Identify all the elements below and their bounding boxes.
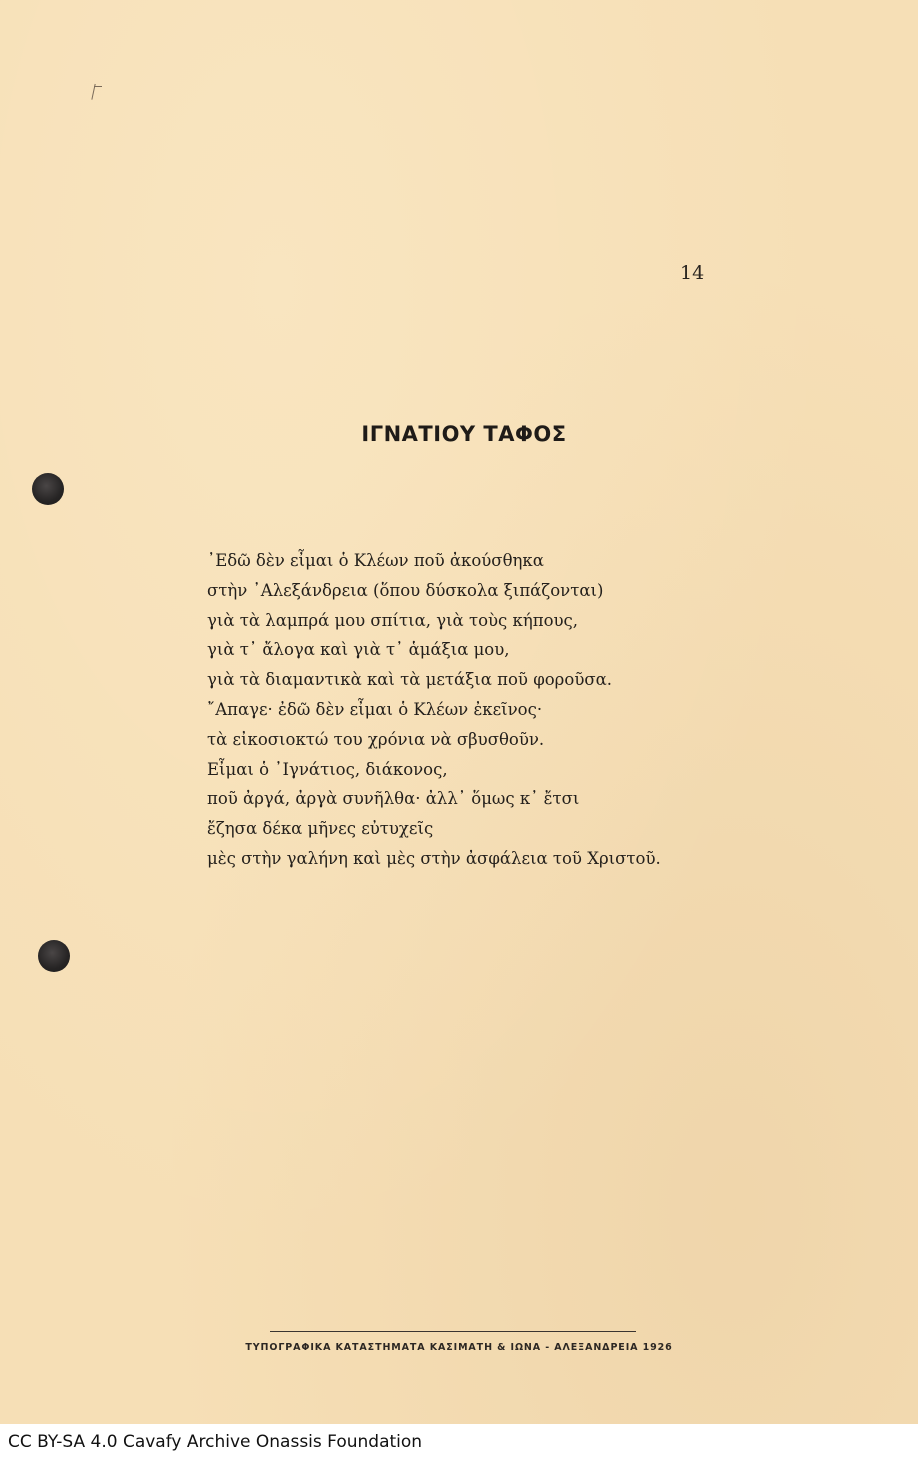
poem-line: γιὰ τὰ διαμαντικὰ καὶ τὰ μετάξια ποῦ φοροῦσα. <box>207 670 612 690</box>
poem-line: Εἶμαι ὁ ᾿Ιγνάτιος, διάκονος, <box>207 759 448 779</box>
footer-rule <box>270 1331 636 1332</box>
poem-line: ἔζησα δέκα μῆνες εὐτυχεῖς <box>207 819 434 839</box>
printer-imprint: ΤΥΠΟΓΡΑΦΙΚΑ ΚΑΤΑΣΤΗΜΑΤΑ ΚΑΣΙΜΑΤΗ & ΙΩΝΑ - ΑΛΕΞΑΝΔΡΕΙΑ 1926 <box>245 1342 673 1353</box>
punch-hole-top <box>32 473 64 505</box>
license-credit: CC BY-SA 4.0 Cavafy Archive Onassis Foundation <box>8 1432 423 1452</box>
poem-line: γιὰ τ᾿ ἄλογα καὶ γιὰ τ᾿ ἁμάξια μου, <box>207 640 510 660</box>
page-number: 14 <box>680 262 705 284</box>
poem-line: στὴν ᾿Αλεξάνδρεια (ὅπου δύσκολα ξιπάζονται) <box>207 580 604 600</box>
poem-line: ποῦ ἀργά, ἀργὰ συνῆλθα· ἀλλ᾿ ὅμως κ᾿ ἔτσι <box>207 789 580 809</box>
poem-line: γιὰ τὰ λαμπρά μου σπίτια, γιὰ τοὺς κήπους, <box>207 610 579 630</box>
pencil-mark-dash <box>94 86 102 87</box>
poem-line: μὲς στὴν γαλήνη καὶ μὲς στὴν ἀσφάλεια τοῦ Χριστοῦ. <box>207 848 661 868</box>
poem-line: ᾿Εδῶ δὲν εἶμαι ὁ Κλέων ποῦ ἀκούσθηκα <box>207 551 544 570</box>
poem-body <box>207 546 661 874</box>
poem-title: ΙΓΝΑΤΙΟΥ ΤΑΦΟΣ <box>361 422 567 446</box>
poem-line: ῎Απαγε· ἐδῶ δὲν εἶμαι ὁ Κλέων ἐκεῖνος· <box>207 699 543 719</box>
punch-hole-bottom <box>38 940 70 972</box>
poem-line: τὰ εἰκοσιοκτώ του χρόνια νὰ σβυσθοῦν. <box>207 729 545 749</box>
